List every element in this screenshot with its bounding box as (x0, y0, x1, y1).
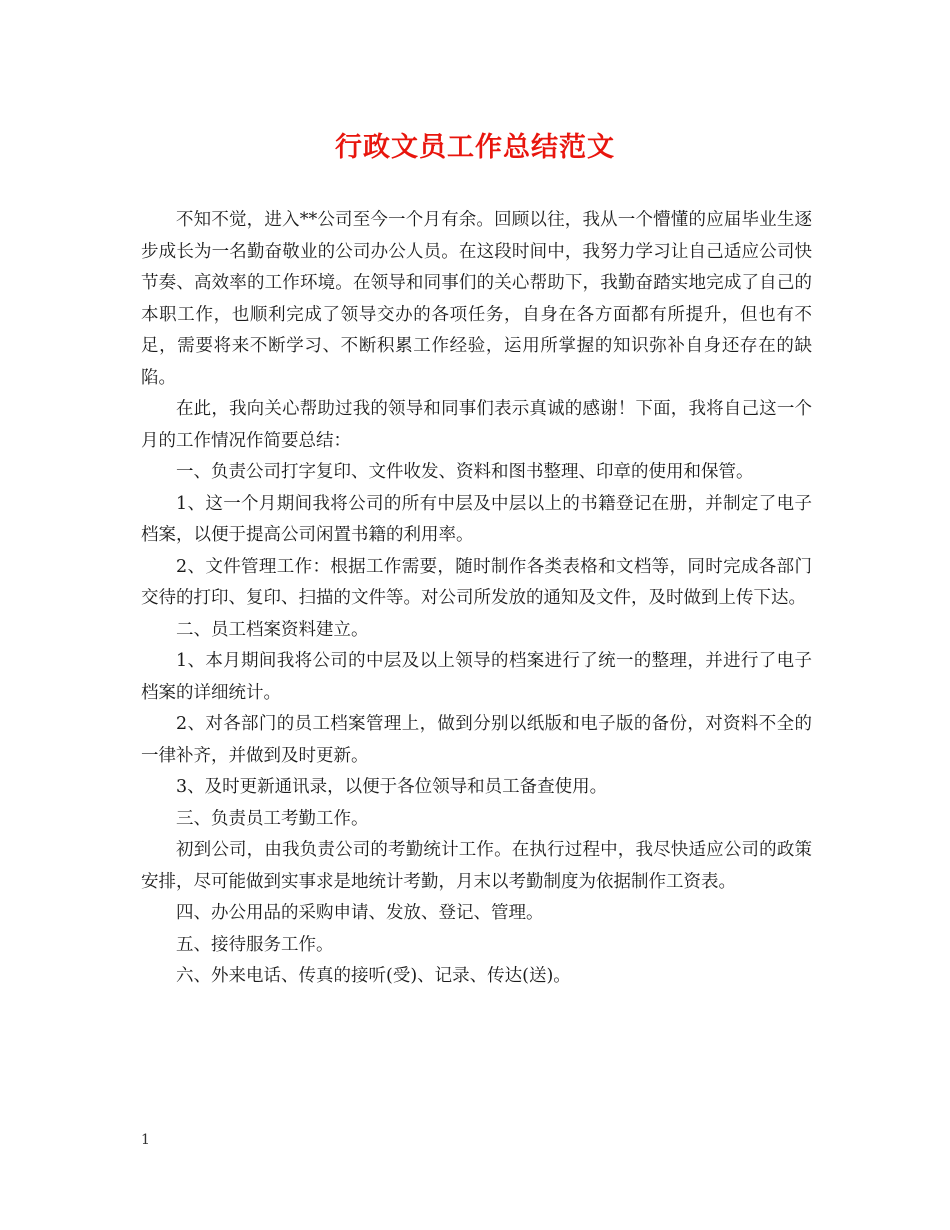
page-number: 1 (141, 1132, 150, 1148)
page-title: 行政文员工作总结范文 (335, 132, 615, 163)
paragraph: 不知不觉，进入**公司至今一个月有余。回顾以往，我从一个懵懂的应届毕业生逐步成长为一名勤奋敬业的公司办公人员。在这段时间中，我努力学习让自己适应公司快节奏、高效率的工作环境。在领导和同事们的关心帮助下，我勤奋踏实地完成了自己的本职工作，也顺利完成了领导交办的各项任务，自身在各方面都有所提升，但也有不足，需要将来不断学习、不断积累工作经验，运用所掌握的知识弥补自身还存在的缺陷。 (141, 210, 812, 388)
paragraph: 在此，我向关心帮助过我的领导和同事们表示真诚的感谢！下面，我将自己这一个月的工作情况作简要总结： (141, 399, 812, 451)
paragraph: 一、负责公司打字复印、文件收发、资料和图书整理、印章的使用和保管。 (176, 462, 754, 482)
paragraph: 六、外来电话、传真的接听(受)、记录、传达(送)。 (176, 966, 571, 986)
paragraph: 3、及时更新通讯录，以便于各位领导和员工备查使用。 (176, 777, 608, 797)
paragraph: 三、负责员工考勤工作。 (176, 808, 369, 829)
paragraph: 2、对各部门的员工档案管理上，做到分别以纸版和电子版的备份，对资料不全的一律补齐，并做到及时更新。 (141, 714, 812, 766)
paragraph: 初到公司，由我负责公司的考勤统计工作。在执行过程中，我尽快适应公司的政策安排，尽可能做到实事求是地统计考勤，月末以考勤制度为依据制作工资表。 (141, 840, 812, 892)
paragraph: 1、这一个月期间我将公司的所有中层及中层以上的书籍登记在册，并制定了电子档案，以便于提高公司闲置书籍的利用率。 (141, 493, 812, 545)
paragraph: 四、办公用品的采购申请、发放、登记、管理。 (176, 903, 544, 923)
paragraph: 2、文件管理工作：根据工作需要，随时制作各类表格和文档等，同时完成各部门交待的打印、复印、扫描的文件等。对公司所发放的通知及文件，及时做到上传下达。 (141, 556, 812, 608)
document-body (141, 205, 812, 993)
paragraph: 二、员工档案资料建立。 (176, 619, 369, 640)
paragraph: 1、本月期间我将公司的中层及以上领导的档案进行了统一的整理，并进行了电子档案的详细统计。 (141, 651, 812, 703)
paragraph: 五、接待服务工作。 (176, 934, 334, 955)
